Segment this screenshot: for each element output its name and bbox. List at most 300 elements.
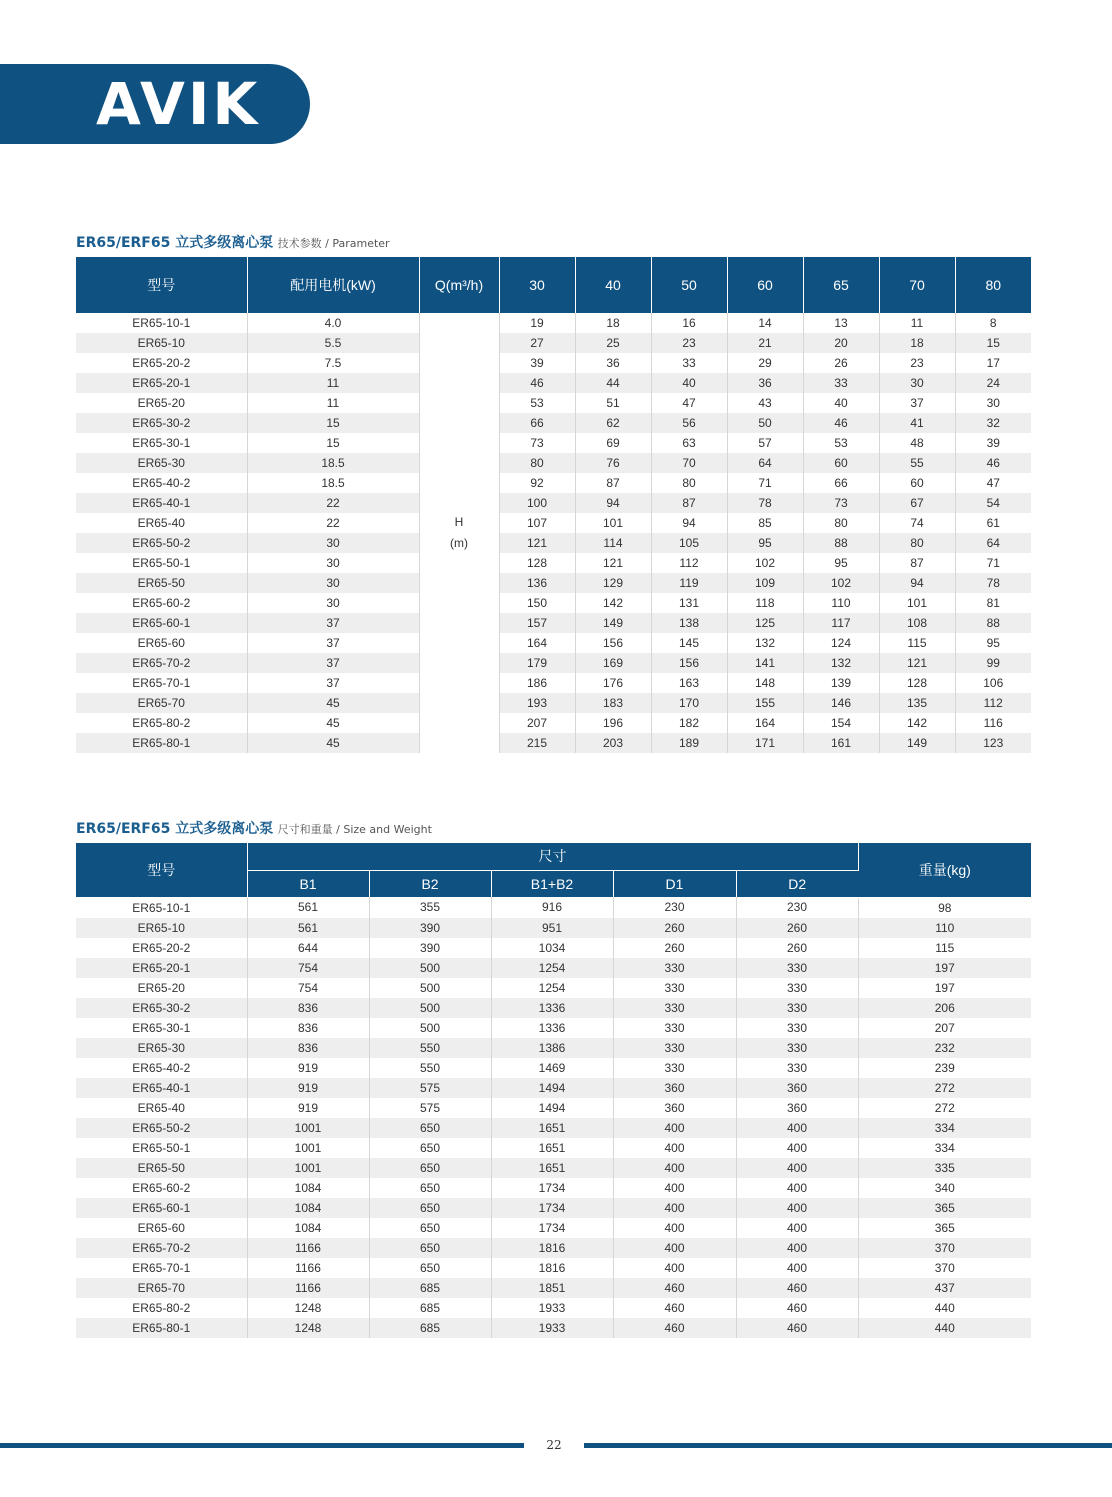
motor-kw-cell: 30 bbox=[247, 573, 419, 593]
dimension-cell: 330 bbox=[613, 978, 736, 998]
model-cell: ER65-50 bbox=[76, 1158, 247, 1178]
head-value-cell: 150 bbox=[499, 593, 575, 613]
dimension-cell: 1166 bbox=[247, 1258, 369, 1278]
head-value-cell: 13 bbox=[803, 313, 879, 333]
dimension-cell: 650 bbox=[369, 1158, 491, 1178]
motor-kw-cell: 18.5 bbox=[247, 473, 419, 493]
motor-kw-cell: 15 bbox=[247, 413, 419, 433]
dimension-cell: 460 bbox=[613, 1298, 736, 1318]
head-value-cell: 128 bbox=[499, 553, 575, 573]
dimension-cell: 650 bbox=[369, 1258, 491, 1278]
head-value-cell: 109 bbox=[727, 573, 803, 593]
weight-cell: 207 bbox=[934, 1020, 955, 1035]
model-cell: ER65-60-1 bbox=[76, 1198, 247, 1218]
dimension-cell: 754 bbox=[247, 958, 369, 978]
head-value-cell: 131 bbox=[651, 593, 727, 613]
head-value-cell: 148 bbox=[727, 673, 803, 693]
size-title-sub: 尺寸和重量 / Size and Weight bbox=[277, 823, 432, 836]
dimension-cell: 644 bbox=[247, 938, 369, 958]
dimension-cell: 400 bbox=[736, 1198, 858, 1218]
header-flow-value: 60 bbox=[727, 257, 803, 313]
head-value-cell: 33 bbox=[651, 353, 727, 373]
head-label-cell bbox=[419, 313, 499, 753]
dimension-cell: 1254 bbox=[491, 958, 613, 978]
head-value-cell: 73 bbox=[803, 493, 879, 513]
head-value-cell: 53 bbox=[803, 433, 879, 453]
head-value-cell: 81 bbox=[986, 596, 1000, 610]
model-cell: ER65-70-2 bbox=[76, 653, 247, 673]
footer-rule-right bbox=[584, 1443, 1112, 1448]
dimension-cell: 919 bbox=[247, 1098, 369, 1118]
dimension-cell: 1084 bbox=[247, 1218, 369, 1238]
head-value-cell: 121 bbox=[499, 533, 575, 553]
dimension-cell: 1651 bbox=[491, 1138, 613, 1158]
table-row bbox=[76, 433, 1031, 453]
head-value-cell: 27 bbox=[499, 333, 575, 353]
table-row bbox=[76, 373, 1031, 393]
head-value-cell: 87 bbox=[651, 493, 727, 513]
dimension-cell: 550 bbox=[369, 1038, 491, 1058]
head-value-cell: 14 bbox=[727, 313, 803, 333]
head-value-cell: 80 bbox=[499, 453, 575, 473]
dimension-cell: 360 bbox=[613, 1078, 736, 1098]
dimension-cell: 400 bbox=[736, 1158, 858, 1178]
model-cell: ER65-30-2 bbox=[76, 413, 247, 433]
weight-cell: 365 bbox=[934, 1220, 955, 1235]
head-value-cell: 141 bbox=[727, 653, 803, 673]
table-row bbox=[76, 533, 1031, 553]
head-value-cell: 30 bbox=[986, 396, 1000, 410]
head-value-cell: 60 bbox=[879, 473, 955, 493]
head-value-cell: 78 bbox=[727, 493, 803, 513]
dimension-cell: 500 bbox=[369, 1018, 491, 1038]
motor-kw-cell: 45 bbox=[247, 713, 419, 733]
table-row bbox=[76, 1118, 1031, 1138]
table-row bbox=[76, 633, 1031, 653]
head-value-cell: 26 bbox=[803, 353, 879, 373]
head-value-cell: 129 bbox=[575, 573, 651, 593]
dimension-cell: 1166 bbox=[247, 1238, 369, 1258]
table-row bbox=[76, 553, 1031, 573]
page-number: 22 bbox=[546, 1438, 562, 1452]
head-value-cell: 53 bbox=[499, 393, 575, 413]
head-value-cell: 114 bbox=[575, 533, 651, 553]
dimension-cell: 260 bbox=[613, 938, 736, 958]
parameter-table bbox=[76, 257, 1031, 753]
header-motor: 配用电机(kW) bbox=[247, 257, 419, 313]
head-value-cell: 196 bbox=[575, 713, 651, 733]
dimension-cell: 360 bbox=[736, 1098, 858, 1118]
table-row bbox=[76, 353, 1031, 373]
header-flow-value: 65 bbox=[803, 257, 879, 313]
head-value-cell: 132 bbox=[727, 633, 803, 653]
dimension-cell: 260 bbox=[736, 938, 858, 958]
head-value-cell: 47 bbox=[986, 476, 1000, 490]
head-value-cell: 169 bbox=[575, 653, 651, 673]
dimension-cell: 916 bbox=[491, 897, 613, 918]
dimension-cell: 1084 bbox=[247, 1198, 369, 1218]
head-value-cell: 170 bbox=[651, 693, 727, 713]
dimension-cell: 260 bbox=[736, 918, 858, 938]
dimension-cell: 836 bbox=[247, 998, 369, 1018]
head-value-cell: 64 bbox=[727, 453, 803, 473]
footer-rule-left bbox=[0, 1443, 524, 1448]
dimension-cell: 919 bbox=[247, 1058, 369, 1078]
head-value-cell: 71 bbox=[986, 556, 1000, 570]
head-value-cell: 33 bbox=[803, 373, 879, 393]
header-flow: Q(m³/h) bbox=[419, 257, 499, 313]
model-cell: ER65-80-2 bbox=[76, 1298, 247, 1318]
weight-cell: 440 bbox=[858, 1318, 1031, 1338]
header-flow-value: 40 bbox=[575, 257, 651, 313]
head-value-cell: 78 bbox=[955, 573, 1031, 593]
table-row bbox=[76, 1078, 1031, 1098]
dimension-cell: 1084 bbox=[247, 1178, 369, 1198]
dimension-cell: 1386 bbox=[491, 1038, 613, 1058]
size-table-body bbox=[76, 897, 1031, 1338]
model-cell: ER65-40-2 bbox=[76, 473, 247, 493]
weight-cell: 440 bbox=[934, 1300, 955, 1315]
dimension-cell: 1851 bbox=[491, 1278, 613, 1298]
header-model: 型号 bbox=[76, 257, 247, 313]
dimension-cell: 390 bbox=[369, 918, 491, 938]
table-row bbox=[76, 1138, 1031, 1158]
dimension-cell: 400 bbox=[736, 1218, 858, 1238]
model-cell: ER65-10 bbox=[76, 333, 247, 353]
head-value-cell: 215 bbox=[499, 733, 575, 753]
motor-kw-cell: 11 bbox=[247, 393, 419, 413]
head-value-cell: 11 bbox=[879, 313, 955, 333]
dimension-cell: 500 bbox=[369, 978, 491, 998]
table-row bbox=[76, 1098, 1031, 1118]
head-value-cell: 95 bbox=[803, 553, 879, 573]
head-value-cell: 121 bbox=[879, 653, 955, 673]
head-value-cell: 108 bbox=[879, 613, 955, 633]
motor-kw-cell: 30 bbox=[247, 553, 419, 573]
dimension-cell: 1001 bbox=[247, 1118, 369, 1138]
table-row bbox=[76, 573, 1031, 593]
dimension-cell: 1651 bbox=[491, 1118, 613, 1138]
motor-kw-cell: 15 bbox=[247, 433, 419, 453]
dimension-cell: 360 bbox=[736, 1078, 858, 1098]
model-cell: ER65-40-2 bbox=[76, 1058, 247, 1078]
model-cell: ER65-30 bbox=[76, 1038, 247, 1058]
weight-cell: 335 bbox=[858, 1158, 1031, 1178]
head-value-cell: 139 bbox=[803, 673, 879, 693]
head-value-cell: 182 bbox=[651, 713, 727, 733]
head-value-cell: 57 bbox=[727, 433, 803, 453]
weight-cell: 437 bbox=[858, 1278, 1031, 1298]
head-value-cell: 66 bbox=[499, 413, 575, 433]
model-cell: ER65-10-1 bbox=[76, 897, 247, 918]
table-row bbox=[76, 1218, 1031, 1238]
dimension-cell: 400 bbox=[736, 1118, 858, 1138]
head-value-cell: 19 bbox=[499, 313, 575, 333]
dimension-cell: 1248 bbox=[247, 1298, 369, 1318]
table-row bbox=[76, 918, 1031, 938]
dimension-cell: 330 bbox=[613, 998, 736, 1018]
head-value-cell: 29 bbox=[727, 353, 803, 373]
head-value-cell: 207 bbox=[499, 713, 575, 733]
head-value-cell: 189 bbox=[651, 733, 727, 753]
model-cell: ER65-70 bbox=[76, 693, 247, 713]
head-value-cell: 128 bbox=[879, 673, 955, 693]
head-value-cell: 37 bbox=[879, 393, 955, 413]
head-value-cell: 100 bbox=[499, 493, 575, 513]
dimension-cell: 1336 bbox=[491, 998, 613, 1018]
head-value-cell: 94 bbox=[651, 513, 727, 533]
head-label-symbol: H bbox=[454, 515, 464, 529]
dimension-cell: 650 bbox=[369, 1178, 491, 1198]
head-value-cell: 74 bbox=[879, 513, 955, 533]
head-value-cell: 54 bbox=[955, 493, 1031, 513]
dimension-cell: 330 bbox=[736, 1038, 858, 1058]
table-row bbox=[76, 413, 1031, 433]
head-value-cell: 179 bbox=[499, 653, 575, 673]
head-value-cell: 105 bbox=[651, 533, 727, 553]
weight-cell: 239 bbox=[934, 1060, 955, 1075]
weight-cell: 197 bbox=[858, 958, 1031, 978]
dimension-cell: 1494 bbox=[491, 1078, 613, 1098]
motor-kw-cell: 45 bbox=[247, 733, 419, 753]
head-value-cell: 117 bbox=[803, 613, 879, 633]
dimension-cell: 1734 bbox=[491, 1178, 613, 1198]
model-cell: ER65-70-1 bbox=[76, 673, 247, 693]
dimension-cell: 330 bbox=[613, 1018, 736, 1038]
head-value-cell: 67 bbox=[879, 493, 955, 513]
head-value-cell: 80 bbox=[879, 533, 955, 553]
size-title-main: ER65/ERF65 立式多级离心泵 bbox=[76, 821, 274, 837]
dimension-cell: 400 bbox=[736, 1258, 858, 1278]
head-value-cell: 121 bbox=[575, 553, 651, 573]
head-value-cell: 164 bbox=[499, 633, 575, 653]
model-cell: ER65-40-1 bbox=[76, 1078, 247, 1098]
head-value-cell: 116 bbox=[983, 716, 1003, 730]
table-row bbox=[76, 473, 1031, 493]
head-value-cell: 156 bbox=[651, 653, 727, 673]
dimension-cell: 500 bbox=[369, 958, 491, 978]
dimension-cell: 1034 bbox=[491, 938, 613, 958]
table-row bbox=[76, 493, 1031, 513]
dimension-cell: 685 bbox=[369, 1298, 491, 1318]
model-cell: ER65-70-2 bbox=[76, 1238, 247, 1258]
head-value-cell: 176 bbox=[575, 673, 651, 693]
table-row bbox=[76, 653, 1031, 673]
table-row bbox=[76, 1158, 1031, 1178]
header-b1: B1 bbox=[247, 870, 369, 897]
head-value-cell: 161 bbox=[803, 733, 879, 753]
motor-kw-cell: 37 bbox=[247, 653, 419, 673]
table-row bbox=[76, 333, 1031, 353]
weight-cell: 334 bbox=[934, 1140, 955, 1155]
weight-cell: 340 bbox=[934, 1180, 955, 1195]
dimension-cell: 330 bbox=[736, 958, 858, 978]
head-value-cell: 71 bbox=[727, 473, 803, 493]
weight-cell: 232 bbox=[858, 1038, 1031, 1058]
head-value-cell: 193 bbox=[499, 693, 575, 713]
head-value-cell: 36 bbox=[575, 353, 651, 373]
head-value-cell: 118 bbox=[727, 593, 803, 613]
head-value-cell: 48 bbox=[879, 433, 955, 453]
head-value-cell: 24 bbox=[955, 373, 1031, 393]
size-table-header-top bbox=[76, 843, 1031, 870]
dimension-cell: 1248 bbox=[247, 1318, 369, 1338]
model-cell: ER65-30-1 bbox=[76, 433, 247, 453]
dimension-cell: 1734 bbox=[491, 1198, 613, 1218]
head-value-cell: 157 bbox=[499, 613, 575, 633]
head-value-cell: 95 bbox=[727, 533, 803, 553]
table-row bbox=[76, 453, 1031, 473]
head-value-cell: 61 bbox=[986, 516, 1000, 530]
dimension-cell: 330 bbox=[613, 1038, 736, 1058]
dimension-cell: 400 bbox=[613, 1238, 736, 1258]
head-value-cell: 73 bbox=[499, 433, 575, 453]
head-value-cell: 155 bbox=[727, 693, 803, 713]
head-value-cell: 142 bbox=[879, 713, 955, 733]
model-cell: ER65-60-2 bbox=[76, 593, 247, 613]
head-value-cell: 30 bbox=[879, 373, 955, 393]
head-value-cell: 203 bbox=[575, 733, 651, 753]
head-value-cell: 39 bbox=[986, 436, 1000, 450]
dimension-cell: 836 bbox=[247, 1038, 369, 1058]
brand-logo: AVIK bbox=[96, 70, 261, 138]
model-cell: ER65-60 bbox=[76, 633, 247, 653]
head-value-cell: 87 bbox=[879, 553, 955, 573]
weight-cell: 110 bbox=[858, 918, 1031, 938]
head-value-cell: 154 bbox=[803, 713, 879, 733]
head-value-cell: 21 bbox=[727, 333, 803, 353]
dimension-cell: 330 bbox=[736, 998, 858, 1018]
dimension-cell: 561 bbox=[247, 918, 369, 938]
dimension-cell: 1001 bbox=[247, 1138, 369, 1158]
head-value-cell: 94 bbox=[879, 573, 955, 593]
head-value-cell: 40 bbox=[803, 393, 879, 413]
parameter-table-body bbox=[76, 313, 1031, 753]
size-section-title bbox=[76, 818, 432, 838]
head-value-cell: 40 bbox=[651, 373, 727, 393]
head-value-cell: 101 bbox=[879, 593, 955, 613]
weight-cell: 272 bbox=[934, 1100, 955, 1115]
model-cell: ER65-10-1 bbox=[76, 313, 247, 333]
table-row bbox=[76, 1298, 1031, 1318]
head-value-cell: 25 bbox=[575, 333, 651, 353]
model-cell: ER65-20 bbox=[76, 978, 247, 998]
dimension-cell: 400 bbox=[613, 1218, 736, 1238]
head-value-cell: 94 bbox=[575, 493, 651, 513]
table-row bbox=[76, 1018, 1031, 1038]
head-value-cell: 164 bbox=[727, 713, 803, 733]
dimension-cell: 1734 bbox=[491, 1218, 613, 1238]
model-cell: ER65-50-2 bbox=[76, 533, 247, 553]
model-cell: ER65-80-1 bbox=[76, 733, 247, 753]
head-value-cell: 163 bbox=[651, 673, 727, 693]
table-row bbox=[76, 313, 1031, 333]
model-cell: ER65-60 bbox=[76, 1218, 247, 1238]
weight-cell: 98 bbox=[938, 900, 952, 915]
motor-kw-cell: 4.0 bbox=[247, 313, 419, 333]
dimension-cell: 1933 bbox=[491, 1318, 613, 1338]
dimension-cell: 390 bbox=[369, 938, 491, 958]
dimension-cell: 1001 bbox=[247, 1158, 369, 1178]
dimension-cell: 400 bbox=[613, 1118, 736, 1138]
head-value-cell: 41 bbox=[879, 413, 955, 433]
head-value-cell: 80 bbox=[651, 473, 727, 493]
head-value-cell: 55 bbox=[879, 453, 955, 473]
table-row bbox=[76, 693, 1031, 713]
dimension-cell: 460 bbox=[613, 1278, 736, 1298]
dimension-cell: 1494 bbox=[491, 1098, 613, 1118]
model-cell: ER65-40-1 bbox=[76, 493, 247, 513]
dimension-cell: 685 bbox=[369, 1278, 491, 1298]
parameter-table-header bbox=[76, 257, 1031, 313]
size-weight-table bbox=[76, 843, 1031, 1338]
weight-cell: 197 bbox=[934, 980, 955, 995]
header-flow-value: 80 bbox=[955, 257, 1031, 313]
model-cell: ER65-80-2 bbox=[76, 713, 247, 733]
header-weight: 重量(kg) bbox=[858, 843, 1031, 897]
model-cell: ER65-20 bbox=[76, 393, 247, 413]
dimension-cell: 919 bbox=[247, 1078, 369, 1098]
head-value-cell: 92 bbox=[499, 473, 575, 493]
head-value-cell: 123 bbox=[955, 733, 1031, 753]
motor-kw-cell: 37 bbox=[247, 613, 419, 633]
parameter-title-main: ER65/ERF65 立式多级离心泵 bbox=[76, 235, 274, 251]
head-value-cell: 156 bbox=[575, 633, 651, 653]
dimension-cell: 330 bbox=[736, 978, 858, 998]
head-value-cell: 149 bbox=[575, 613, 651, 633]
weight-cell: 334 bbox=[858, 1118, 1031, 1138]
header-flow-value: 30 bbox=[499, 257, 575, 313]
table-row bbox=[76, 1198, 1031, 1218]
dimension-cell: 460 bbox=[736, 1298, 858, 1318]
model-cell: ER65-80-1 bbox=[76, 1318, 247, 1338]
head-value-cell: 102 bbox=[727, 553, 803, 573]
head-value-cell: 60 bbox=[803, 453, 879, 473]
model-cell: ER65-60-1 bbox=[76, 613, 247, 633]
head-value-cell: 135 bbox=[879, 693, 955, 713]
head-value-cell: 32 bbox=[955, 413, 1031, 433]
parameter-section-title bbox=[76, 232, 390, 252]
header-b1-b2: B1+B2 bbox=[491, 870, 613, 897]
head-value-cell: 70 bbox=[651, 453, 727, 473]
header-flow-value: 50 bbox=[651, 257, 727, 313]
model-cell: ER65-20-2 bbox=[76, 353, 247, 373]
motor-kw-cell: 5.5 bbox=[247, 333, 419, 353]
dimension-cell: 650 bbox=[369, 1118, 491, 1138]
weight-cell: 272 bbox=[858, 1078, 1031, 1098]
head-value-cell: 44 bbox=[575, 373, 651, 393]
head-value-cell: 62 bbox=[575, 413, 651, 433]
dimension-cell: 754 bbox=[247, 978, 369, 998]
head-value-cell: 125 bbox=[727, 613, 803, 633]
model-cell: ER65-70 bbox=[76, 1278, 247, 1298]
dimension-cell: 230 bbox=[613, 897, 736, 918]
model-cell: ER65-30-2 bbox=[76, 998, 247, 1018]
model-cell: ER65-60-2 bbox=[76, 1178, 247, 1198]
head-value-cell: 39 bbox=[499, 353, 575, 373]
dimension-cell: 400 bbox=[613, 1138, 736, 1158]
table-row bbox=[76, 593, 1031, 613]
dimension-cell: 330 bbox=[613, 1058, 736, 1078]
weight-cell: 365 bbox=[858, 1198, 1031, 1218]
dimension-cell: 330 bbox=[736, 1058, 858, 1078]
dimension-cell: 260 bbox=[613, 918, 736, 938]
head-value-cell: 110 bbox=[803, 593, 879, 613]
weight-cell: 370 bbox=[934, 1260, 955, 1275]
header-flow-value: 70 bbox=[879, 257, 955, 313]
head-value-cell: 145 bbox=[651, 633, 727, 653]
dimension-cell: 575 bbox=[369, 1098, 491, 1118]
